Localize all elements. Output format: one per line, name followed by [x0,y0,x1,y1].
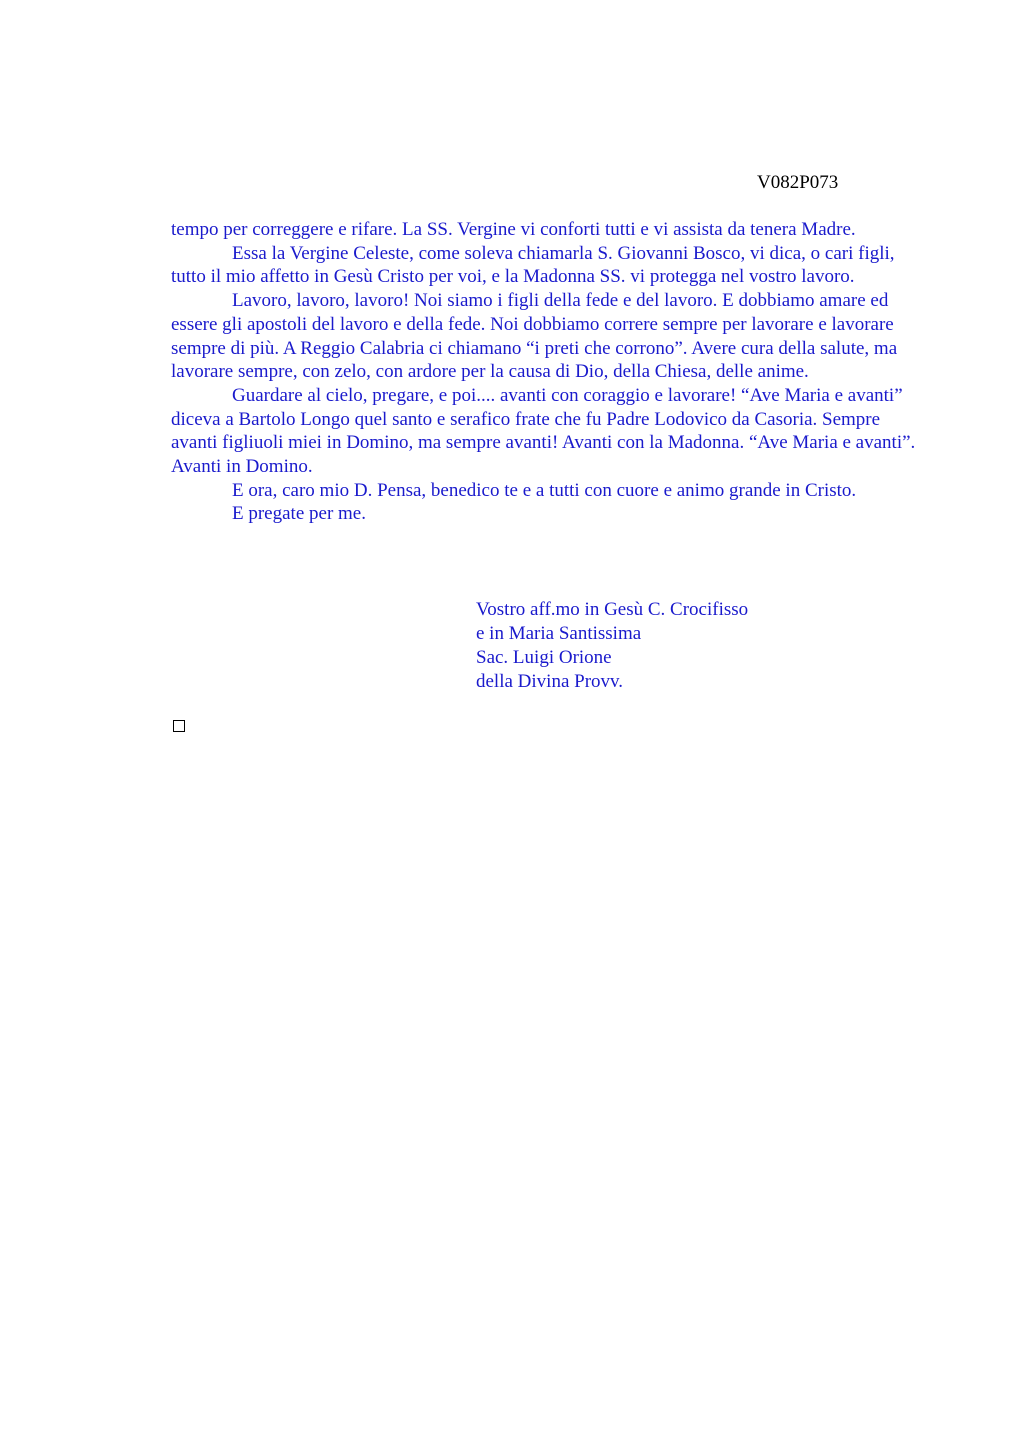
signature-line: Sac. Luigi Orione [476,647,612,668]
paragraph: Guardare al cielo, pregare, e poi.... avanti con coraggio e lavorare! “Ave Maria e avanti” diceva a Bartolo Longo quel santo e serafico frate che fu Padre Lodovico da Casoria. Sempre avanti figliuoli miei in Domino, ma sempre avanti! Avanti con la Madonna. “Ave Maria e avanti”. Avanti in Domino. [171,384,916,478]
paragraph: Essa la Vergine Celeste, come soleva chiamarla S. Giovanni Bosco, vi dica, o cari figli, tutto il mio affetto in Gesù Cristo per voi, e la Madonna SS. vi protegga nel vostro lavoro. [171,242,895,288]
signature-line: della Divina Provv. [476,671,624,692]
paragraph: E ora, caro mio D. Pensa, benedico te e a tutti con cuore e animo grande in Cristo. [232,479,857,501]
paragraph-continuation: tempo per correggere e rifare. La SS. Vergine vi conforti tutti e vi assista da tenera Madre. [171,219,856,240]
letter-body [171,218,931,526]
signature-block [476,598,748,694]
signature-line: e in Maria Santissima [476,623,642,644]
paragraph: Lavoro, lavoro, lavoro! Noi siamo i figli della fede e del lavoro. E dobbiamo amare ed essere gli apostoli del lavoro e della fede. Noi dobbiamo correre sempre per lavorare e lavorare sempre di più. A Reggio Calabria ci chiamano “i preti che corrono”. Avere cura della salute, ma lavorare sempre, con zelo, con ardore per la causa di Dio, della Chiesa, delle anime. [171,290,898,383]
end-marker-square-icon [173,720,185,732]
page-code: V082P073 [757,172,839,193]
paragraph: E pregate per me. [232,503,366,525]
signature-line: Vostro aff.mo in Gesù C. Crocifisso [476,599,749,620]
